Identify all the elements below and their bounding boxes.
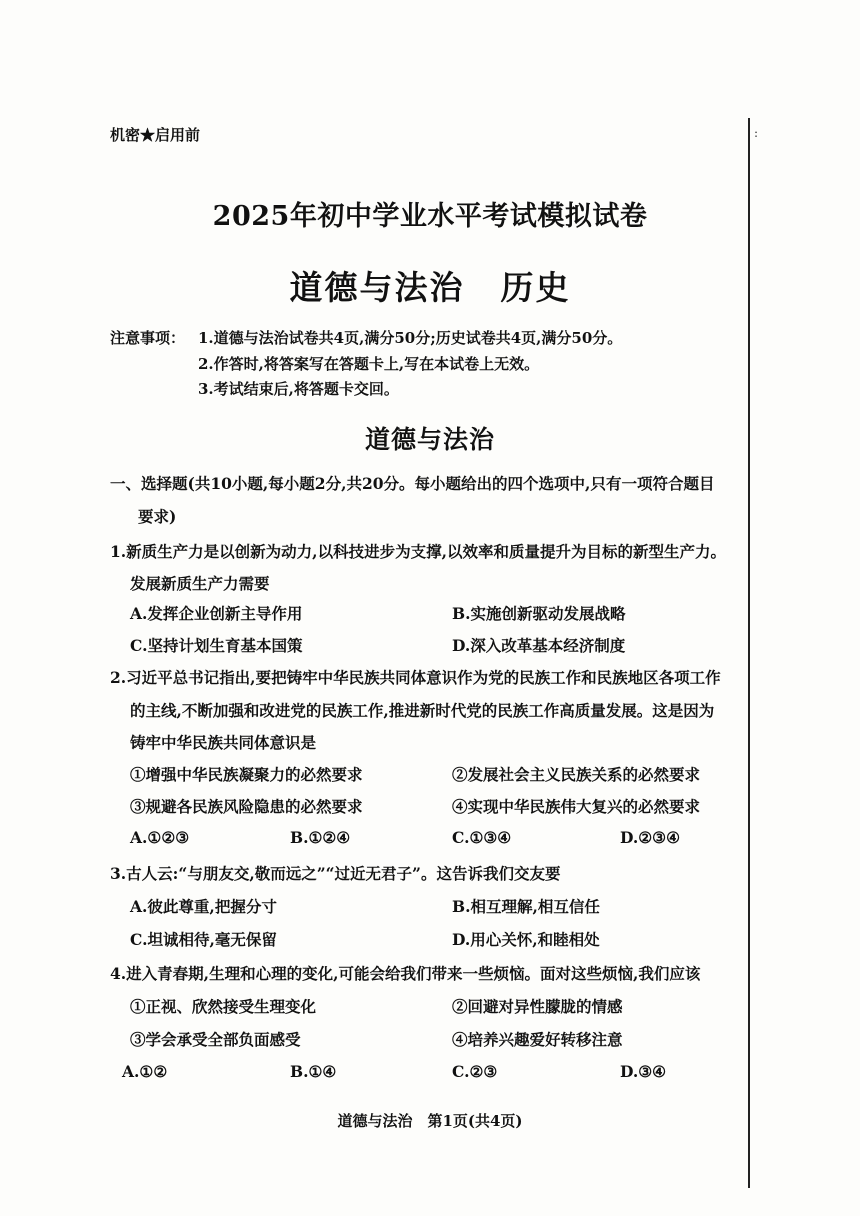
question-1-option-b: B.实施创新驱动发展战略 bbox=[452, 604, 626, 623]
question-2-option-a: A.①②③ bbox=[130, 828, 190, 847]
question-3-option-a: A.彼此尊重,把握分寸 bbox=[130, 897, 277, 916]
question-3-stem: 3.古人云:“与朋友交,敬而远之”“过近无君子”。这告诉我们交友要 bbox=[110, 864, 561, 883]
question-4-statement-2: ②回避对异性朦胧的情感 bbox=[452, 997, 623, 1016]
question-1-stem: 1.新质生产力是以创新为动力,以科技进步为支撑,以效率和质量提升为目标的新型生产力。 bbox=[110, 542, 726, 561]
note-item-3: 3.考试结束后,将答题卡交回。 bbox=[198, 380, 399, 398]
question-1-option-a: A.发挥企业创新主导作用 bbox=[130, 604, 303, 623]
question-4-statement-4: ④培养兴趣爱好转移注意 bbox=[452, 1030, 623, 1049]
question-4-option-c: C.②③ bbox=[452, 1062, 498, 1081]
question-4-option-a: A.①② bbox=[122, 1062, 168, 1081]
question-4-statement-1: ①正视、欣然接受生理变化 bbox=[130, 997, 317, 1016]
question-4-statement-3: ③学会承受全部负面感受 bbox=[130, 1030, 301, 1049]
notes-label: 注意事项： bbox=[110, 329, 186, 347]
question-1-option-d: D.深入改革基本经济制度 bbox=[452, 636, 626, 655]
page-footer: 道德与法治 第1页(共4页) bbox=[337, 1112, 523, 1130]
question-4-option-b: B.①④ bbox=[290, 1062, 337, 1081]
edge-mark: : bbox=[754, 126, 759, 140]
question-2-statement-2: ②发展社会主义民族关系的必然要求 bbox=[452, 765, 701, 784]
question-1-stem-cont: 发展新质生产力需要 bbox=[130, 574, 270, 593]
question-2-statement-4: ④实现中华民族伟大复兴的必然要求 bbox=[452, 797, 701, 816]
note-item-2: 2.作答时,将答案写在答题卡上,写在本试卷上无效。 bbox=[198, 355, 540, 373]
part-one-instruction-cont: 要求) bbox=[138, 507, 177, 526]
note-item-1: 1.道德与法治试卷共4页,满分50分;历史试卷共4页,满分50分。 bbox=[198, 329, 623, 347]
subject-b: 历史 bbox=[500, 268, 571, 307]
section-title: 道德与法治 bbox=[364, 425, 495, 454]
subject-a: 道德与法治 bbox=[289, 268, 465, 307]
question-2-option-b: B.①②④ bbox=[290, 828, 351, 847]
question-3-option-b: B.相互理解,相互信任 bbox=[452, 897, 600, 916]
subject-heading bbox=[0, 262, 860, 309]
question-2-option-c: C.①③④ bbox=[452, 828, 512, 847]
question-3-option-c: C.坦诚相待,毫无保留 bbox=[130, 930, 277, 949]
question-4-stem: 4.进入青春期,生理和心理的变化,可能会给我们带来一些烦恼。面对这些烦恼,我们应该 bbox=[110, 964, 701, 983]
question-2-statement-3: ③规避各民族风险隐患的必然要求 bbox=[130, 797, 363, 816]
secret-mark: 机密★启用前 bbox=[110, 126, 201, 144]
question-2-option-d: D.②③④ bbox=[620, 828, 680, 847]
question-1-option-c: C.坚持计划生育基本国策 bbox=[130, 636, 303, 655]
question-2-statement-1: ①增强中华民族凝聚力的必然要求 bbox=[130, 765, 363, 784]
question-4-option-d: D.③④ bbox=[620, 1062, 667, 1081]
question-2-stem: 2.习近平总书记指出,要把铸牢中华民族共同体意识作为党的民族工作和民族地区各项工作 bbox=[110, 668, 721, 687]
exam-title: 2025年初中学业水平考试模拟试卷 bbox=[212, 201, 648, 232]
question-2-stem-cont-1: 的主线,不断加强和改进党的民族工作,推进新时代党的民族工作高质量发展。这是因为 bbox=[130, 701, 715, 720]
question-2-stem-cont-2: 铸牢中华民族共同体意识是 bbox=[130, 733, 317, 752]
question-3-option-d: D.用心关怀,和睦相处 bbox=[452, 930, 600, 949]
part-one-instruction: 一、选择题(共10小题,每小题2分,共20分。每小题给出的四个选项中,只有一项符合题目 bbox=[110, 474, 715, 493]
